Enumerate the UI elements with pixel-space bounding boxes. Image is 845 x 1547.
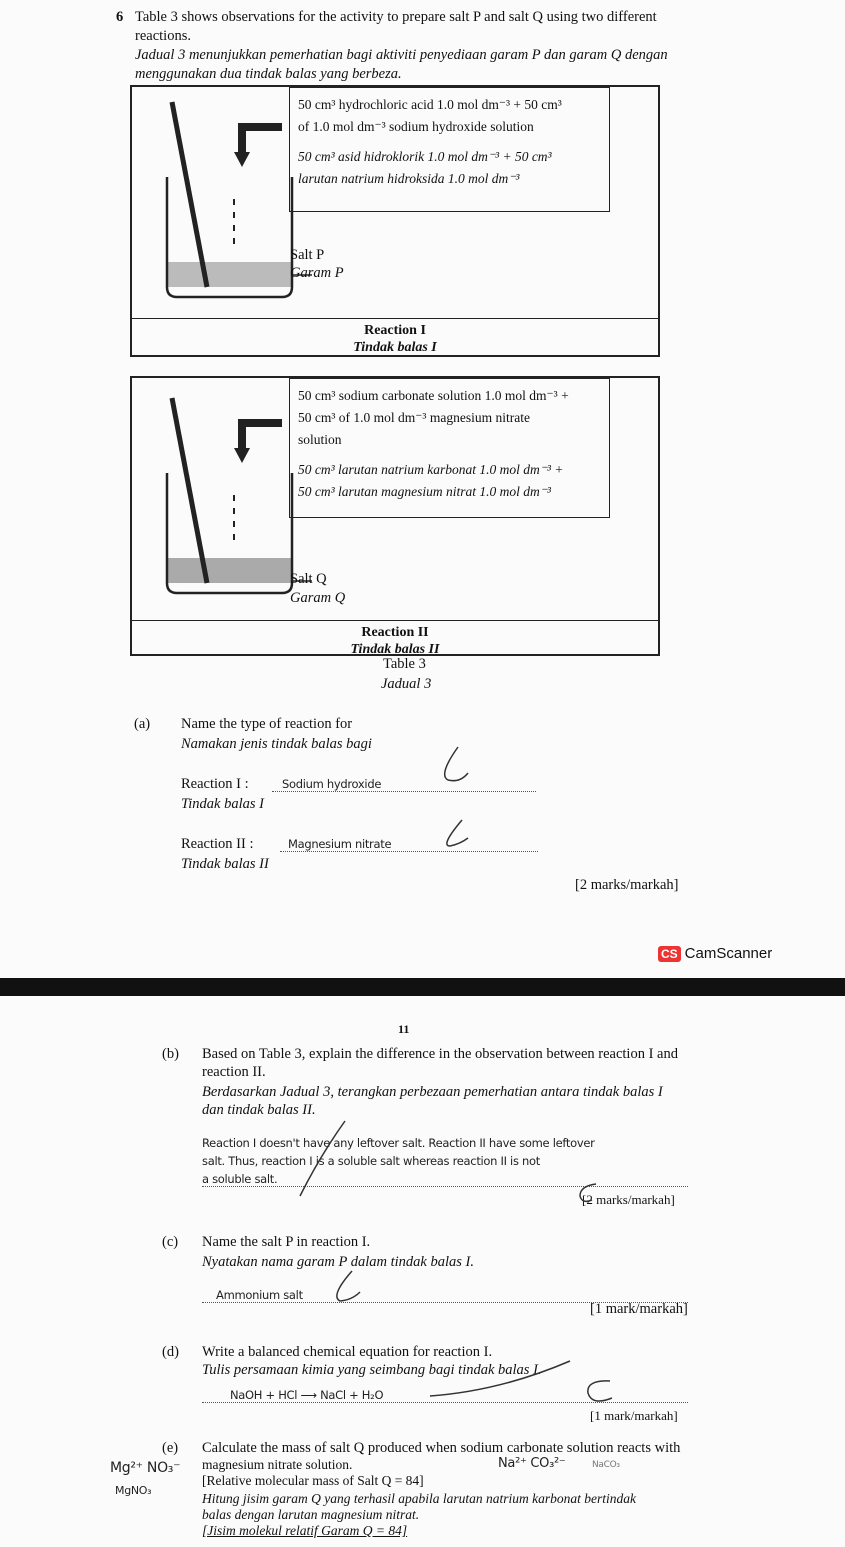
qb-answer-line-3: a soluble salt. <box>202 1172 688 1187</box>
qd-marks: [1 mark/markah] <box>590 1408 678 1423</box>
qb-text-2: reaction II. <box>202 1064 266 1080</box>
salt-p-label-ms: Garam P <box>290 265 344 281</box>
qb-answer-line-2: salt. Thus, reaction I is a soluble salt whereas reaction II is not <box>202 1154 540 1168</box>
qd-text-ms: Tulis persamaan kimia yang seimbang bagi tindak balas I. <box>202 1362 542 1378</box>
reaction-2-description <box>289 378 610 518</box>
qa-text: Name the type of reaction for <box>181 716 353 732</box>
qb-marks: [2 marks/markah] <box>582 1192 675 1207</box>
qa-marks: [2 marks/markah] <box>575 877 679 893</box>
beaker-diagram-icon <box>142 388 312 618</box>
reaction-1-title: Reaction I <box>364 323 426 338</box>
reaction-1-title-ms: Tindak balas I <box>353 340 437 355</box>
reagent-ms-2: larutan natrium hidroksida 1.0 mol dm⁻³ <box>298 171 520 186</box>
handwritten-note: MgNO₃ <box>115 1484 152 1497</box>
qd-label: (d) <box>162 1344 179 1360</box>
reaction-2-caption <box>132 620 658 658</box>
handwritten-note: Na²⁺ CO₃²⁻ <box>498 1456 566 1471</box>
reagent-en-2: of 1.0 mol dm⁻³ sodium hydroxide solution <box>298 119 534 134</box>
qe-text-3: [Relative molecular mass of Salt Q = 84] <box>202 1473 424 1488</box>
intro-ms-2: menggunakan dua tindak balas yang berbeza. <box>135 66 402 82</box>
camscanner-watermark <box>658 945 772 962</box>
qc-marks: [1 mark/markah] <box>590 1301 688 1317</box>
tick-mark-icon <box>440 818 480 848</box>
qb-text-ms-2: dan tindak balas II. <box>202 1102 316 1118</box>
table-caption: Table 3 <box>383 656 426 672</box>
reagent-en-2: 50 cm³ of 1.0 mol dm⁻³ magnesium nitrate <box>298 410 530 425</box>
qd-answer: NaOH + HCl ⟶ NaCl + H₂O <box>202 1388 688 1403</box>
table-caption-ms: Jadual 3 <box>381 676 432 692</box>
qe-label: (e) <box>162 1440 179 1456</box>
beaker-diagram-icon <box>142 97 312 327</box>
qa-r1-label: Reaction I : <box>181 776 249 792</box>
qc-answer: Ammonium salt <box>202 1288 688 1303</box>
qd-text: Write a balanced chemical equation for reaction I. <box>202 1344 493 1360</box>
question-number: 6 <box>116 9 124 25</box>
reaction-1-caption <box>132 318 658 356</box>
reagent-en-1: 50 cm³ sodium carbonate solution 1.0 mol dm⁻³ + <box>298 388 569 403</box>
handwritten-note: NaCO₃ <box>592 1460 620 1470</box>
qa-r2-answer: Magnesium nitrate <box>280 837 538 852</box>
qb-label: (b) <box>162 1046 179 1062</box>
reagent-ms-1: 50 cm³ larutan natrium karbonat 1.0 mol dm⁻³ + <box>298 462 564 477</box>
qa-r1-answer: Sodium hydroxide <box>272 777 536 792</box>
salt-q-label: Salt Q <box>290 571 327 587</box>
reagent-en-1: 50 cm³ hydrochloric acid 1.0 mol dm⁻³ + 50 cm³ <box>298 97 562 112</box>
scanned-page-2 <box>0 996 845 1547</box>
reaction-1-box <box>130 85 660 357</box>
page-number: 11 <box>398 1022 410 1036</box>
intro-en: Table 3 shows observations for the activity to prepare salt P and salt Q using two different <box>135 9 657 25</box>
reagent-ms-1: 50 cm³ asid hidroklorik 1.0 mol dm⁻³ + 50 cm³ <box>298 149 552 164</box>
intro-en-2: reactions. <box>135 28 191 44</box>
salt-p-label: Salt P <box>290 247 325 263</box>
qe-text-2: magnesium nitrate solution. <box>202 1457 353 1472</box>
reaction-1-description <box>289 87 610 212</box>
qa-text-ms: Namakan jenis tindak balas bagi <box>181 736 372 752</box>
qb-text: Based on Table 3, explain the difference in the observation between reaction I and <box>202 1046 678 1062</box>
qe-text: Calculate the mass of salt Q produced when sodium carbonate solution reacts with <box>202 1440 681 1456</box>
tick-mark-icon <box>438 745 478 785</box>
qc-text: Name the salt P in reaction I. <box>202 1234 371 1250</box>
reagent-ms-2: 50 cm³ larutan magnesium nitrat 1.0 mol dm⁻³ <box>298 484 551 499</box>
reaction-2-title-ms: Tindak balas II <box>350 642 440 657</box>
qa-label: (a) <box>134 716 151 732</box>
qe-text-ms: Hitung jisim garam Q yang terhasil apabila larutan natrium karbonat bertindak <box>202 1491 637 1506</box>
qb-text-ms: Berdasarkan Jadual 3, terangkan perbezaan pemerhatian antara tindak balas I <box>202 1084 663 1100</box>
qe-text-ms-2: balas dengan larutan magnesium nitrat. <box>202 1507 420 1522</box>
reagent-en-3: solution <box>298 432 342 447</box>
qc-text-ms: Nyatakan nama garam P dalam tindak balas I. <box>202 1254 474 1270</box>
qa-r1-ms: Tindak balas I <box>181 796 264 812</box>
intro-ms: Jadual 3 menunjukkan pemerhatian bagi aktiviti penyediaan garam P dan garam Q dengan <box>135 47 668 63</box>
camscanner-text: CamScanner <box>684 945 773 962</box>
qa-r2-ms: Tindak balas II <box>181 856 269 872</box>
qe-text-ms-3: [Jisim molekul relatif Garam Q = 84] <box>202 1523 408 1538</box>
salt-q-label-ms: Garam Q <box>290 590 346 606</box>
qa-r2-label: Reaction II : <box>181 836 254 852</box>
reaction-2-title: Reaction II <box>361 625 429 640</box>
camscanner-logo: CS <box>658 946 681 962</box>
qc-label: (c) <box>162 1234 179 1250</box>
handwritten-note: Mg²⁺ NO₃⁻ <box>110 1460 181 1476</box>
reaction-2-box <box>130 376 660 656</box>
qb-answer-line-1: Reaction I doesn't have any leftover salt. Reaction II have some leftover <box>202 1136 595 1150</box>
